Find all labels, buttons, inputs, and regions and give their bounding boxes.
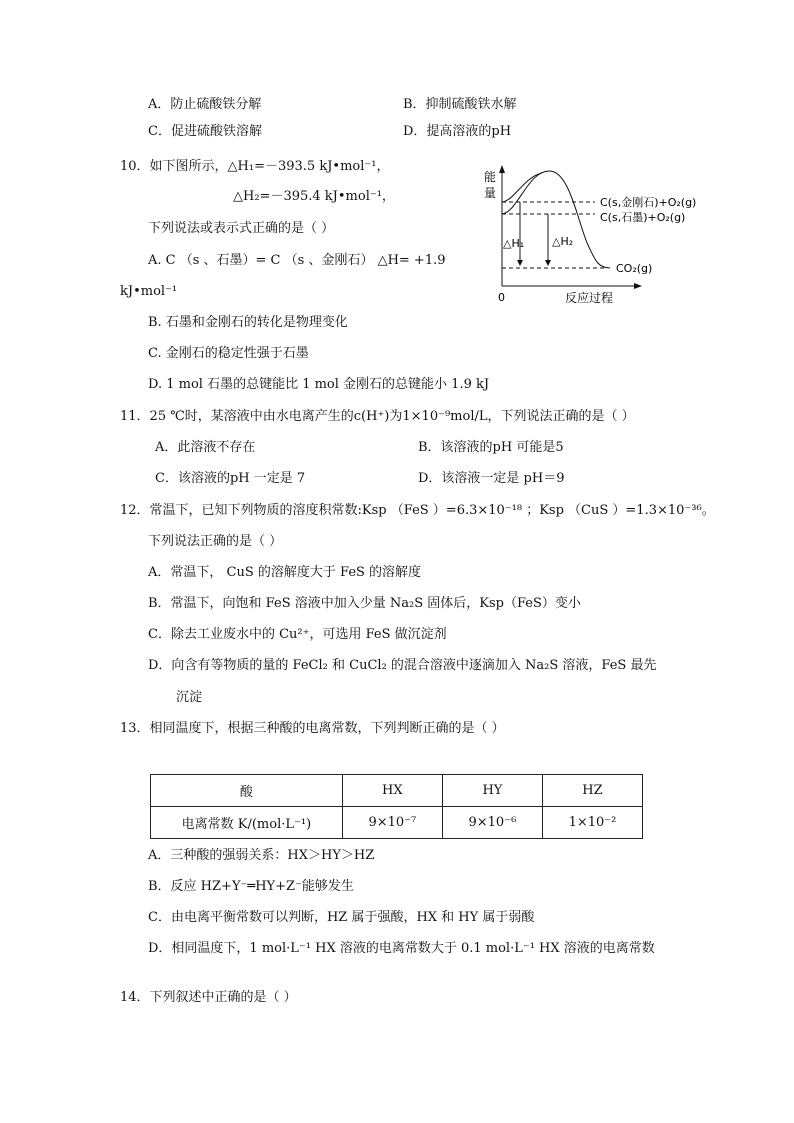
q12-option-b: B．常温下，向饱和 FeS 溶液中加入少量 Na₂S 固体后，Ksp（FeS）变小 <box>148 596 581 611</box>
table-cell: 1×10⁻² <box>542 807 642 839</box>
reaction-curve <box>502 171 610 268</box>
table-row <box>151 807 643 839</box>
q10-question: 下列说法或表示式正确的是（ ） <box>148 221 335 236</box>
x-axis-arrow <box>634 283 642 289</box>
energy-diagram <box>470 165 760 310</box>
q12-option-d: D．向含有等物质的量的 FeCl₂ 和 CuCl₂ 的混合溶液中逐滴加入 Na₂S 溶液，FeS 最先 <box>148 658 657 673</box>
y-axis-label-2: 量 <box>484 186 497 200</box>
q10-option-d: D. 1 mol 石墨的总键能比 1 mol 金刚石的总键能小 1.9 kJ <box>148 377 490 392</box>
q12-option-d-cont: 沉淀 <box>176 690 203 705</box>
label-graphite: C(s,石墨)+O₂(g) <box>600 211 686 224</box>
q10-option-a-unit: kJ•mol⁻¹ <box>120 284 178 299</box>
table-cell: 9×10⁻⁶ <box>442 807 542 839</box>
q10-delta-h2: △H₂=－395.4 kJ•mol⁻¹， <box>233 189 395 204</box>
q10-delta-h1: △H₁=－393.5 kJ•mol⁻¹， <box>227 159 390 174</box>
table-header-cell: HY <box>442 775 542 807</box>
q10-option-c: C. 金刚石的稳定性强于石墨 <box>148 346 309 361</box>
q11-option-b: B．该溶液的pH 可能是5 <box>418 440 564 455</box>
q11-option-a: A．此溶液不存在 <box>155 440 256 455</box>
q10-stem <box>120 159 389 175</box>
origin-label: 0 <box>498 291 505 304</box>
table-header-cell: 酸 <box>151 775 343 807</box>
table-header-cell: HX <box>342 775 442 807</box>
y-axis-arrow <box>499 165 505 173</box>
table-header-row <box>151 775 643 807</box>
q13-option-a: A．三种酸的强弱关系：HX＞HY＞HZ <box>148 848 375 863</box>
q13-option-c: C．由电离平衡常数可以判断，HZ 属于强酸，HX 和 HY 属于弱酸 <box>148 910 535 925</box>
label-diamond: C(s,金刚石)+O₂(g) <box>600 196 697 209</box>
q12-option-a: A．常温下， CuS 的溶解度大于 FeS 的溶解度 <box>148 565 422 580</box>
table-cell: 9×10⁻⁷ <box>342 807 442 839</box>
table-header-cell: HZ <box>542 775 642 807</box>
q10-option-a: A. C （s 、石墨）= C （s 、金刚石） △H= +1.9 <box>148 253 446 268</box>
q13-option-d: D．相同温度下，1 mol·L⁻¹ HX 溶液的电离常数大于 0.1 mol·L⁻¹ HX 溶液的电离常数 <box>148 941 655 956</box>
q13-option-b: B．反应 HZ+Y⁻═HY+Z⁻能够发生 <box>148 879 354 894</box>
diamond-curve <box>502 173 542 202</box>
y-axis-label-1: 能 <box>484 170 497 184</box>
q9-option-a: A．防止硫酸铁分解 <box>148 97 262 112</box>
q12-stem: 12．常温下，已知下列物质的溶度积常数:Ksp （FeS ）=6.3×10⁻¹⁸ ；Ksp （CuS ）=1.3×10⁻³⁶。 <box>120 503 715 518</box>
q14-stem: 14．下列叙述中正确的是（ ） <box>120 990 297 1005</box>
q10-option-b: B. 石墨和金刚石的转化是物理变化 <box>148 315 348 330</box>
q11-stem: 11．25 ℃时，某溶液中由水电离产生的c(H⁺)为1×10⁻⁹mol/L，下列说法正确的是（ ） <box>120 409 635 424</box>
q9-option-b: B．抑制硫酸铁水解 <box>403 97 517 112</box>
delta-h2-label: △H₂ <box>552 235 574 248</box>
label-co2: CO₂(g) <box>616 262 653 275</box>
q9-option-d: D．提高溶液的pH <box>403 124 512 139</box>
x-axis-label: 反应过程 <box>565 291 614 305</box>
table-row-label: 电离常数 K/(mol·L⁻¹) <box>151 807 343 839</box>
acid-constant-table <box>150 774 643 839</box>
q10-stem-prefix: 10．如下图所示， <box>120 159 228 174</box>
delta-h1-label: △H₁ <box>503 237 525 250</box>
q11-option-c: C．该溶液的pH 一定是 7 <box>155 471 306 486</box>
q11-option-d: D．该溶液一定是 pH＝9 <box>418 471 565 486</box>
q12-option-c: C．除去工业废水中的 Cu²⁺，可选用 FeS 做沉淀剂 <box>148 627 447 642</box>
q12-question: 下列说法正确的是（ ） <box>148 534 283 549</box>
q9-option-c: C．促进硫酸铁溶解 <box>148 124 262 139</box>
q13-stem: 13．相同温度下，根据三种酸的电离常数，下列判断正确的是（ ） <box>120 721 505 736</box>
